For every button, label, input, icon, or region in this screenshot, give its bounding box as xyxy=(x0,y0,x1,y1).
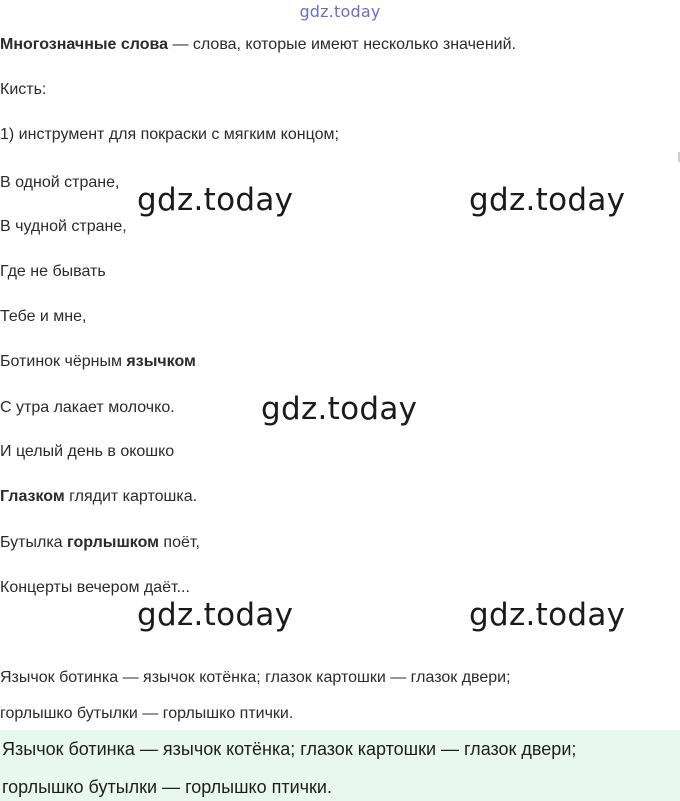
poem-line-8-text: глядит картошка. xyxy=(64,488,198,505)
definition-text: — слова, которые имеют несколько значений. xyxy=(168,36,516,53)
poem-line-5 xyxy=(0,352,196,372)
meaning-1: 1) инструмент для покраски с мягким концом; xyxy=(0,126,339,143)
answer-line-1: Язычок ботинка — язычок котёнка; глазок картошки — глазок двери; xyxy=(0,669,511,686)
poem-line-5-bold: язычком xyxy=(126,353,196,370)
definition-term: Многозначные слова xyxy=(0,36,169,53)
answer-line-2: горлышко бутылки — горлышко птички. xyxy=(0,705,294,722)
poem-line-10: Концерты вечером даёт... xyxy=(0,579,190,596)
poem-line-9-text: Бутылка xyxy=(0,534,68,551)
poem-line-7: И целый день в окошко xyxy=(0,443,175,460)
watermark-3: gdz.today xyxy=(261,391,418,427)
definition-line xyxy=(0,35,516,55)
poem-line-4: Тебе и мне, xyxy=(0,308,87,325)
poem-line-5-text: Ботинок чёрным xyxy=(0,353,127,370)
highlighted-answer-line-1: Язычок ботинка — язычок котёнка; глазок картошки — глазок двери; xyxy=(2,739,577,759)
word-label: Кисть: xyxy=(0,81,47,98)
poem-line-8-bold: Глазком xyxy=(0,488,65,505)
poem-line-9-bold: горлышком xyxy=(67,534,159,551)
highlighted-answer-box xyxy=(0,730,680,801)
highlighted-answer-line-2: горлышко бутылки — горлышко птички. xyxy=(2,777,332,797)
watermark-1: gdz.today xyxy=(137,182,294,218)
watermark-5: gdz.today xyxy=(469,597,626,633)
poem-line-6: С утра лакает молочко. xyxy=(0,399,175,416)
watermark-4: gdz.today xyxy=(137,597,294,633)
watermark-2: gdz.today xyxy=(469,182,626,218)
top-watermark: gdz.today xyxy=(299,2,381,21)
poem-line-8 xyxy=(0,487,197,507)
poem-line-2: В чудной стране, xyxy=(0,218,127,235)
poem-line-9 xyxy=(0,533,200,553)
poem-line-3: Где не бывать xyxy=(0,263,106,280)
poem-line-1: В одной стране, xyxy=(0,174,120,191)
poem-line-9-end: поёт, xyxy=(158,534,200,551)
